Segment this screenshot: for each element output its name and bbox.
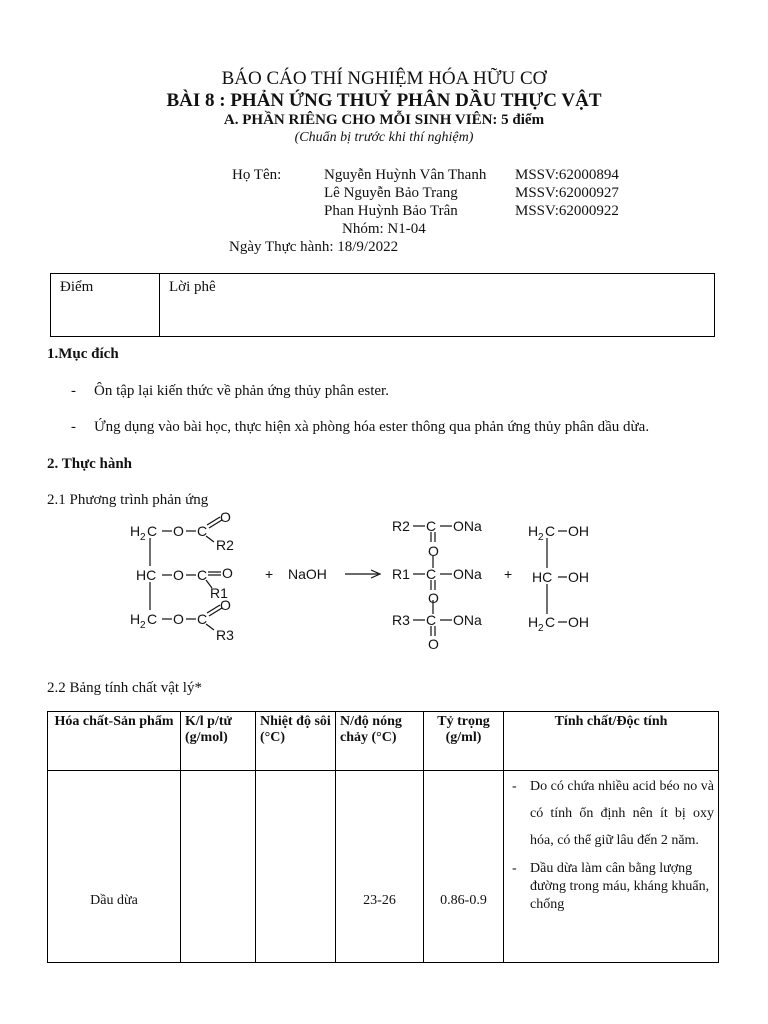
svg-text:R3: R3	[392, 612, 410, 628]
boiling-point-cell	[256, 771, 336, 963]
col-header: Tính chất/Độc tính	[504, 712, 719, 771]
section-title: A. PHẦN RIÊNG CHO MỖI SINH VIÊN: 5 điểm	[223, 112, 545, 128]
group-label: Nhóm: N1-04	[342, 221, 426, 237]
svg-text:C: C	[426, 518, 437, 534]
comment-label: Lời phê	[169, 279, 216, 295]
svg-text:R1: R1	[392, 566, 410, 582]
col-header: N/độ nóng chảy (°C)	[336, 712, 424, 771]
svg-text:C: C	[545, 614, 556, 630]
col-header: Tỷ trọng (g/ml)	[424, 712, 504, 771]
svg-text:ONa: ONa	[453, 566, 482, 582]
svg-text:C: C	[197, 523, 208, 539]
molar-mass-cell	[181, 771, 256, 963]
svg-text:C: C	[197, 567, 208, 583]
svg-text:C: C	[197, 611, 208, 627]
student-name: Phan Huỳnh Bảo Trân	[324, 203, 458, 219]
svg-text:ONa: ONa	[453, 612, 482, 628]
svg-text:O: O	[428, 543, 439, 559]
svg-text:R2: R2	[216, 537, 234, 553]
table-row	[48, 771, 719, 963]
svg-text:HC: HC	[532, 569, 553, 585]
section-note: (Chuẩn bị trước khi thí nghiệm)	[294, 130, 474, 145]
student-name: Nguyễn Huỳnh Vân Thanh	[324, 167, 487, 183]
table-header-row	[48, 712, 719, 771]
svg-text:2: 2	[140, 532, 146, 543]
student-name: Lê Nguyễn Bảo Trang	[324, 185, 458, 201]
svg-text:+: +	[504, 566, 513, 582]
svg-text:R3: R3	[216, 627, 234, 643]
svg-text:2: 2	[538, 532, 544, 543]
svg-text:O: O	[173, 567, 184, 583]
svg-text:R1: R1	[210, 585, 228, 601]
chemical-cell: Dầu dừa	[48, 771, 181, 963]
physical-properties-table	[47, 711, 719, 963]
col-header: K/l p/tử (g/mol)	[181, 712, 256, 771]
melting-point-cell: 23-26	[336, 771, 424, 963]
svg-text:O: O	[222, 565, 233, 581]
property-item: - Do có chứa nhiều acid béo no và có tính ổn định nên ít bị oxy hóa, có thể giữ lâu đến 2 năm.	[510, 773, 714, 854]
svg-text:C: C	[426, 566, 437, 582]
svg-text:2: 2	[140, 620, 146, 631]
svg-text:C: C	[426, 612, 437, 628]
student-mssv: MSSV:62000894	[515, 167, 619, 183]
svg-text:O: O	[173, 611, 184, 627]
svg-text:OH: OH	[568, 569, 589, 585]
reaction-equation	[0, 500, 768, 660]
svg-text:HC: HC	[136, 567, 157, 583]
svg-text:+: +	[265, 566, 274, 582]
equation-subheading: 2.1 Phương trình phản ứng	[47, 492, 209, 508]
table-subheading: 2.2 Bảng tính chất vật lý*	[47, 680, 202, 696]
score-label: Điểm	[60, 279, 94, 295]
properties-cell	[504, 771, 719, 963]
col-header: Hóa chất-Sản phẩm	[48, 712, 181, 771]
purpose-heading: 1.Mục đích	[47, 346, 119, 362]
svg-text:H: H	[528, 614, 539, 630]
svg-text:O: O	[173, 523, 184, 539]
svg-text:C: C	[545, 523, 556, 539]
practice-heading: 2. Thực hành	[47, 456, 133, 472]
svg-text:H: H	[130, 523, 141, 539]
svg-text:ONa: ONa	[453, 518, 482, 534]
svg-text:H: H	[528, 523, 539, 539]
svg-text:NaOH: NaOH	[288, 566, 327, 582]
svg-text:2: 2	[538, 623, 544, 634]
svg-text:OH: OH	[568, 614, 589, 630]
grade-box	[50, 273, 715, 337]
svg-text:O: O	[428, 590, 439, 606]
svg-text:C: C	[147, 611, 158, 627]
purpose-item: Ôn tập lại kiến thức về phản ứng thủy phân ester.	[94, 383, 389, 399]
svg-text:OH: OH	[568, 523, 589, 539]
property-item: - Dầu dừa làm cân bằng lượng đường trong máu, kháng khuẩn, chống	[510, 860, 714, 914]
purpose-item: Ứng dụng vào bài học, thực hiện xà phòng hóa ester thông qua phản ứng thủy phân dầu dừa.	[94, 419, 650, 435]
practice-date: Ngày Thực hành: 18/9/2022	[229, 239, 399, 255]
svg-text:O: O	[220, 597, 231, 613]
svg-text:H: H	[130, 611, 141, 627]
svg-text:R2: R2	[392, 518, 410, 534]
student-mssv: MSSV:62000922	[515, 203, 619, 219]
svg-text:C: C	[147, 523, 158, 539]
svg-text:O: O	[220, 509, 231, 525]
student-mssv: MSSV:62000927	[515, 185, 619, 201]
col-header: Nhiệt độ sôi (°C)	[256, 712, 336, 771]
name-label: Họ Tên:	[232, 167, 282, 183]
report-title: BÁO CÁO THÍ NGHIỆM HÓA HỮU CƠ	[221, 68, 547, 89]
svg-text:O: O	[428, 636, 439, 652]
density-cell: 0.86-0.9	[424, 771, 504, 963]
lesson-title: BÀI 8 : PHẢN ỨNG THUỶ PHÂN DẦU THỰC VẬT	[166, 90, 602, 111]
